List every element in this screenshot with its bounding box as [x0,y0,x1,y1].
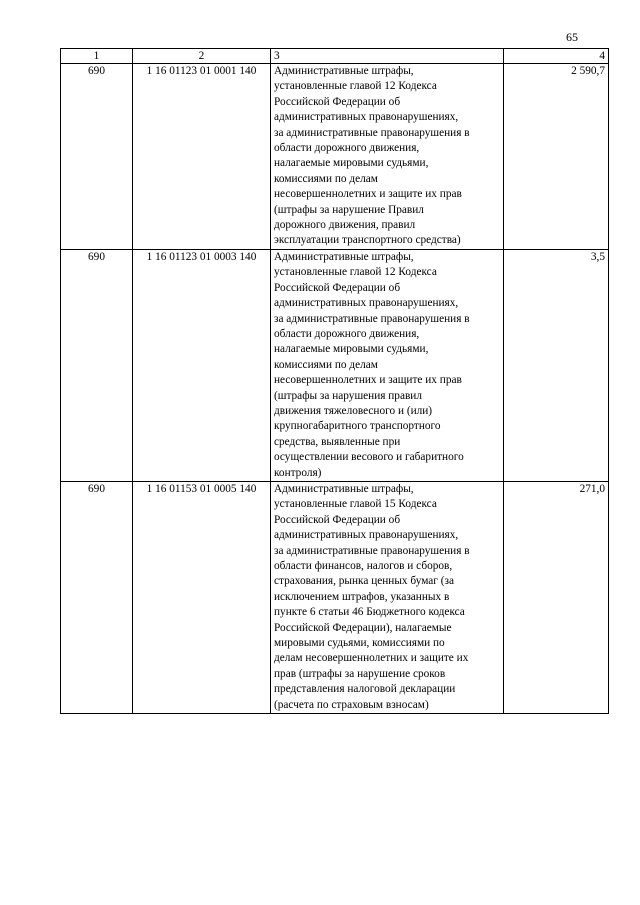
description-line: области дорожного движения, [274,327,420,340]
budget-code-cell: 1 16 01153 01 0005 140 [133,481,271,713]
description-line: (штрафы за нарушения правил [274,389,422,402]
description-line: Административные штрафы, [274,482,414,495]
page-number: 65 [566,30,578,44]
table-row [61,249,609,481]
description-cell [271,64,504,250]
table-row [61,481,609,713]
column-header-2: 2 [133,49,271,64]
table-header-row [61,49,609,64]
description-line: за административные правонарушения в [274,544,470,557]
description-line: Российской Федерации об [274,513,401,526]
description-cell [271,249,504,481]
description-line: комиссиями по делам [274,358,378,371]
table-row [61,64,609,250]
description-line: контроля) [274,466,322,479]
description-line: (штрафы за нарушение Правил [274,203,424,216]
description-line: движения тяжеловесного и (или) [274,404,433,417]
description-line: (расчета по страховым взносам) [274,698,429,711]
description-line: установленные главой 12 Кодекса [274,266,437,279]
column-header-4: 4 [504,49,609,64]
amount-cell: 2 590,7 [504,64,609,250]
description-line: Российской Федерации об [274,281,401,294]
description-line: Административные штрафы, [274,65,414,77]
description-line: исключением штрафов, указанных в [274,590,450,603]
description-line: осуществлении весового и габаритного [274,451,464,464]
description-line: прав (штрафы за нарушение сроков [274,667,446,680]
column-header-3: 3 [271,49,504,64]
description-line: налагаемые мировыми судьями, [274,157,429,170]
description-line: дорожного движения, правил [274,219,416,232]
description-line: административных правонарушениях, [274,297,459,310]
admin-code-cell: 690 [61,481,133,713]
description-line: за административные правонарушения в [274,312,470,325]
description-line: области дорожного движения, [274,142,420,155]
budget-code-cell: 1 16 01123 01 0001 140 [133,64,271,250]
description-line: несовершеннолетних и защите их прав [274,374,462,387]
admin-code-cell: 690 [61,249,133,481]
description-line: Административные штрафы, [274,250,414,263]
description-line: административных правонарушениях, [274,529,459,542]
column-header-1: 1 [61,49,133,64]
description-line: эксплуатации транспортного средства) [274,234,461,247]
description-line: Российской Федерации), налагаемые [274,621,452,634]
description-cell [271,481,504,713]
description-line: налагаемые мировыми судьями, [274,343,429,356]
amount-cell: 271,0 [504,481,609,713]
description-line: страхования, рынка ценных бумаг (за [274,575,455,588]
description-line: административных правонарушениях, [274,111,459,124]
description-line: области финансов, налогов и сборов, [274,560,453,572]
amount-cell: 3,5 [504,249,609,481]
admin-code-cell: 690 [61,64,133,250]
description-line: пункте 6 статьи 46 Бюджетного кодекса [274,606,465,619]
description-line: делам несовершеннолетних и защите их [274,652,469,665]
description-line: установленные главой 15 Кодекса [274,498,437,511]
description-line: несовершеннолетних и защите их прав [274,188,462,201]
description-line: средства, выявленные при [274,435,401,448]
description-line: представления налоговой декларации [274,683,456,696]
description-line: крупногабаритного транспортного [274,420,441,433]
description-line: комиссиями по делам [274,172,378,185]
description-line: за административные правонарушения в [274,126,470,139]
budget-revenue-table [60,48,609,714]
description-line: Российской Федерации об [274,95,401,108]
budget-code-cell: 1 16 01123 01 0003 140 [133,249,271,481]
description-line: установленные главой 12 Кодекса [274,80,437,93]
description-line: мировыми судьями, комиссиями по [274,637,445,650]
